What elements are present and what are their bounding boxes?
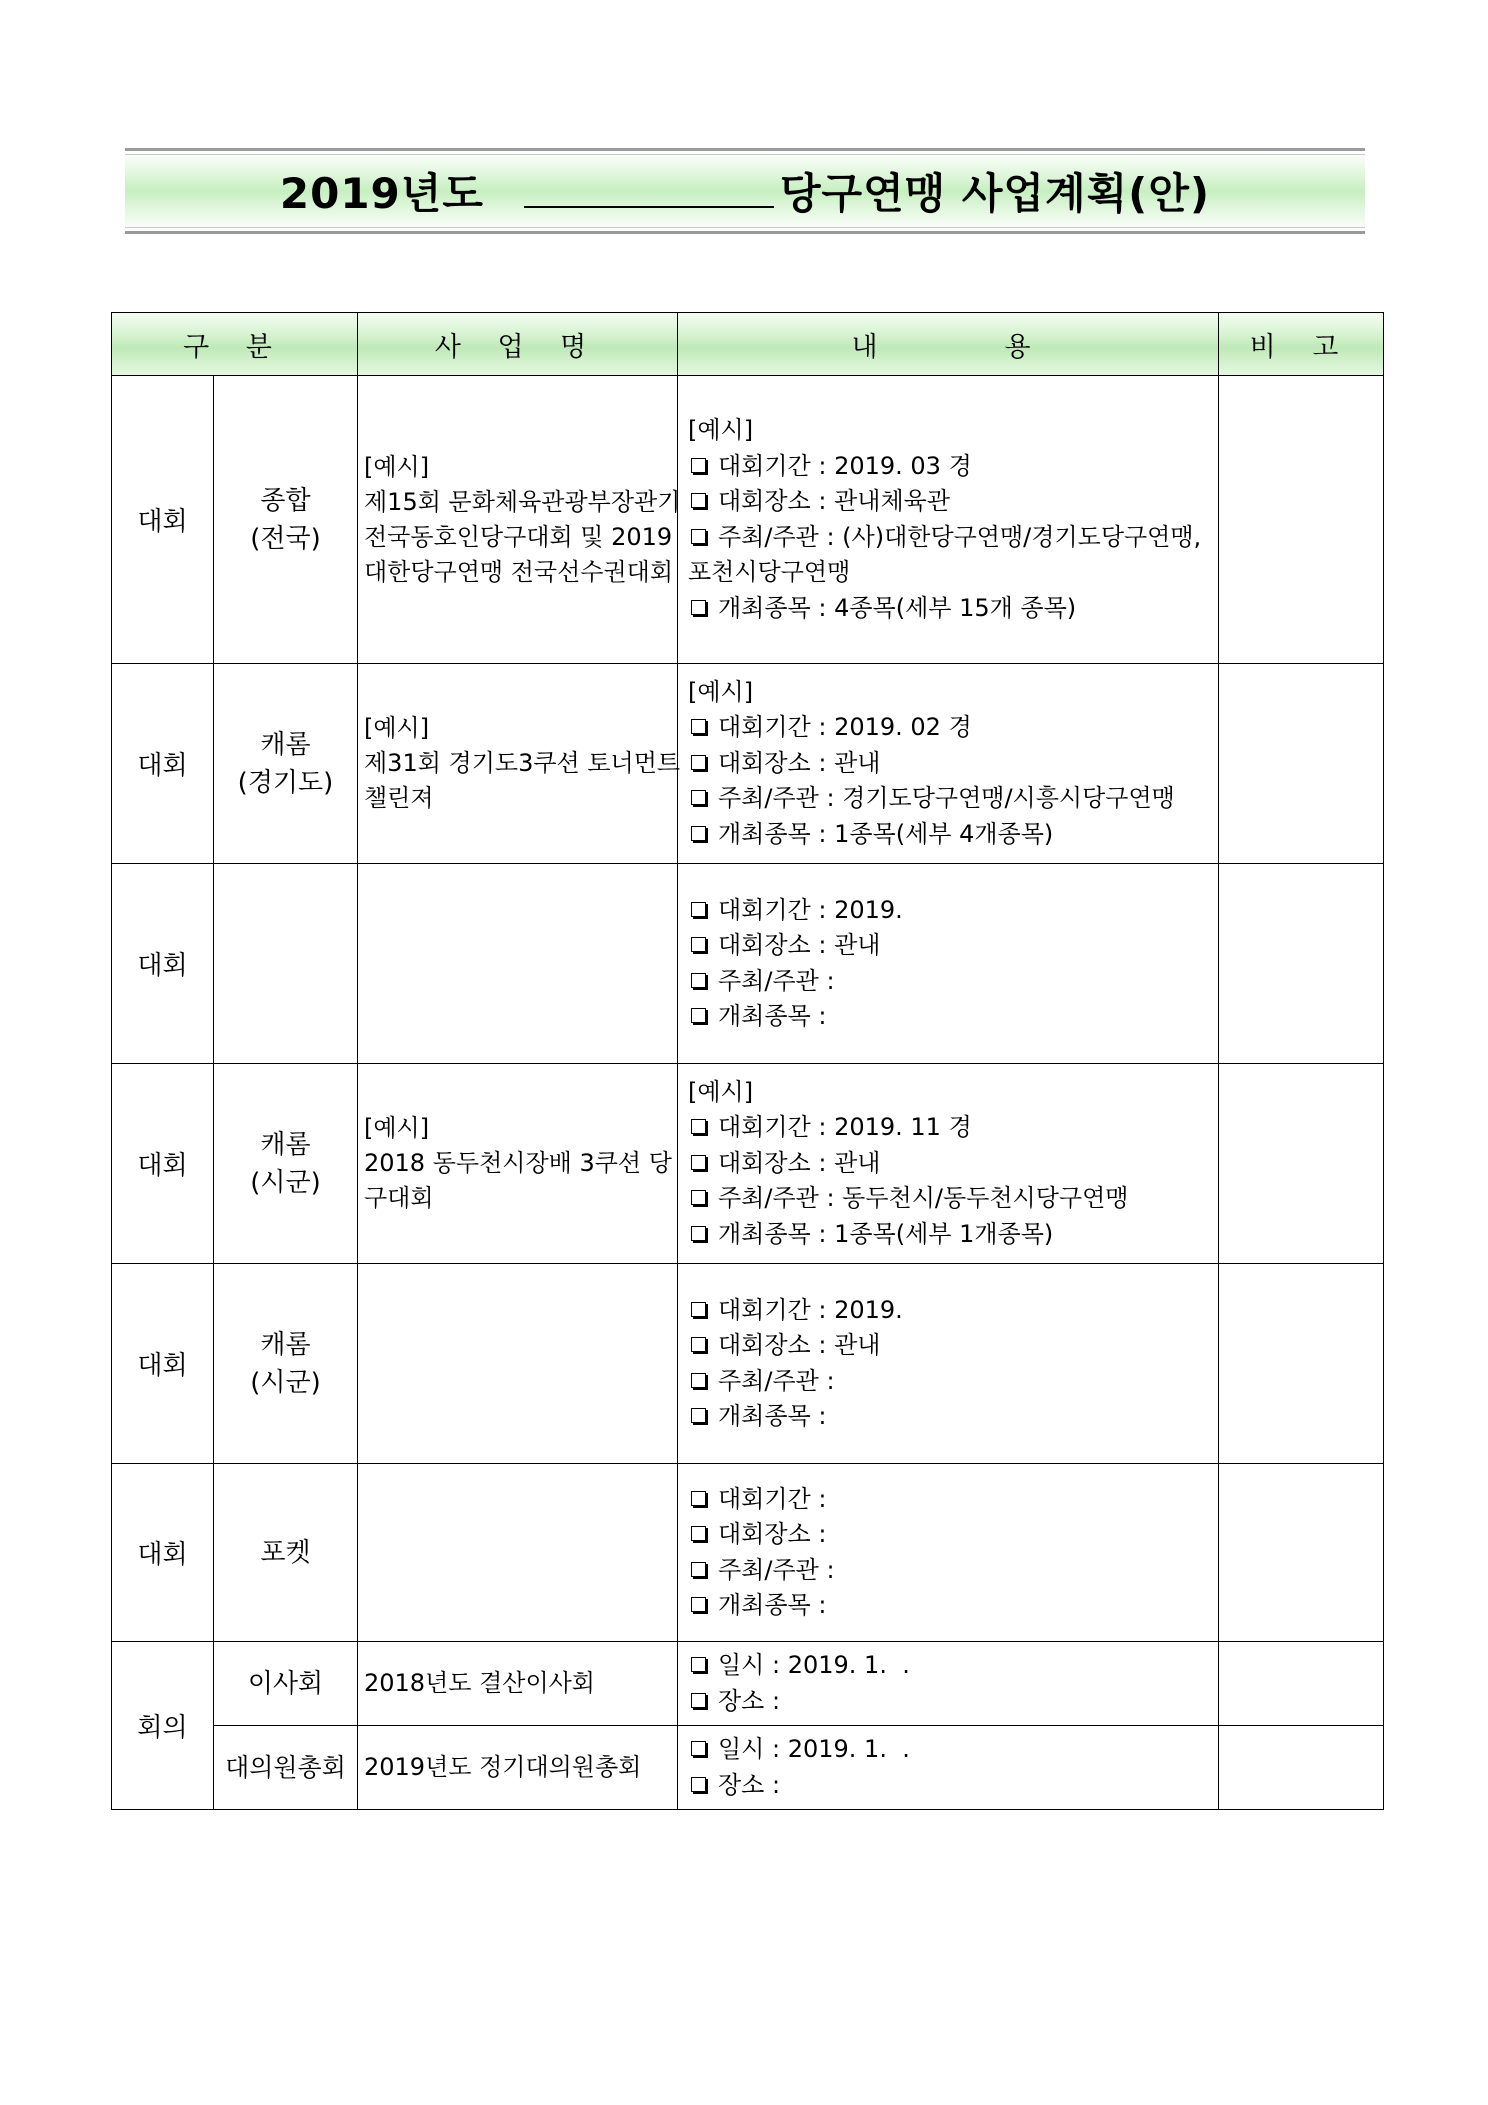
checkbox-icon [691, 973, 706, 988]
checkbox-icon [691, 1008, 706, 1023]
row-content: 일시 : 2019. 1. . 장소 : [678, 1642, 1219, 1726]
checkbox-icon [691, 1741, 706, 1756]
row-category: 대회 [112, 1464, 214, 1642]
row-business-name: [예시] 제15회 문화체육관광부장관기 전국동호인당구대회 및 2019 대한당구연맹 전국선수권대회 [358, 376, 678, 664]
checkbox-icon [691, 1491, 706, 1506]
row-note [1219, 1064, 1384, 1264]
table-row [112, 1264, 1384, 1464]
row-business-name [358, 864, 678, 1064]
header-category: 구 분 [112, 313, 358, 376]
row-note [1219, 1264, 1384, 1464]
row-business-name: 2018년도 결산이사회 [358, 1642, 678, 1726]
row-subcategory: 캐롬 (시군) [214, 1264, 358, 1464]
checkbox-icon [691, 529, 706, 544]
checkbox-icon [691, 1597, 706, 1612]
row-subcategory: 캐롬 (시군) [214, 1064, 358, 1264]
title-blank-line [524, 174, 774, 208]
row-category: 대회 [112, 1264, 214, 1464]
checkbox-icon [691, 1119, 706, 1134]
checkbox-icon [691, 1302, 706, 1317]
row-content: [예시] 대회기간 : 2019. 03 경 대회장소 : 관내체육관 주최/주관 : (사)대한당구연맹/경기도당구연맹, 포천시당구연맹 개최종목 : 4종목(세부 15개 종목) [678, 376, 1219, 664]
checkbox-icon [691, 790, 706, 805]
table-row [112, 376, 1384, 664]
checkbox-icon [691, 493, 706, 508]
row-business-name: [예시] 2018 동두천시장배 3쿠션 당 구대회 [358, 1064, 678, 1264]
document-title [280, 161, 1210, 221]
title-suffix: 당구연맹 사업계획(안) [779, 169, 1211, 218]
row-note [1219, 1464, 1384, 1642]
row-category: 대회 [112, 1064, 214, 1264]
checkbox-icon [691, 1337, 706, 1352]
checkbox-icon [691, 458, 706, 473]
row-note [1219, 664, 1384, 864]
row-subcategory: 대의원총회 [214, 1726, 358, 1810]
row-content: [예시] 대회기간 : 2019. 02 경 대회장소 : 관내 주최/주관 : 경기도당구연맹/시흥시당구연맹 개최종목 : 1종목(세부 4개종목) [678, 664, 1219, 864]
row-subcategory: 캐롬 (경기도) [214, 664, 358, 864]
row-subcategory: 포켓 [214, 1464, 358, 1642]
checkbox-icon [691, 826, 706, 841]
row-content: 대회기간 : 2019. 대회장소 : 관내 주최/주관 : 개최종목 : [678, 1264, 1219, 1464]
row-business-name [358, 1464, 678, 1642]
row-note [1219, 376, 1384, 664]
table-row [112, 664, 1384, 864]
row-content: 대회기간 : 2019. 대회장소 : 관내 주최/주관 : 개최종목 : [678, 864, 1219, 1064]
checkbox-icon [691, 1190, 706, 1205]
header-note: 비 고 [1219, 313, 1384, 376]
row-business-name [358, 1264, 678, 1464]
table-row [112, 1726, 1384, 1810]
header-business-name: 사 업 명 [358, 313, 678, 376]
table-row [112, 1464, 1384, 1642]
row-subcategory: 이사회 [214, 1642, 358, 1726]
business-plan-table [111, 312, 1384, 1810]
row-category: 대회 [112, 864, 214, 1064]
row-category: 대회 [112, 664, 214, 864]
table-row [112, 1642, 1384, 1726]
checkbox-icon [691, 1373, 706, 1388]
checkbox-icon [691, 1526, 706, 1541]
table-row [112, 864, 1384, 1064]
checkbox-icon [691, 1155, 706, 1170]
checkbox-icon [691, 755, 706, 770]
row-business-name: 2019년도 정기대의원총회 [358, 1726, 678, 1810]
row-content: 대회기간 : 대회장소 : 주최/주관 : 개최종목 : [678, 1464, 1219, 1642]
row-note [1219, 1726, 1384, 1810]
checkbox-icon [691, 902, 706, 917]
checkbox-icon [691, 1226, 706, 1241]
document-title-banner [125, 148, 1365, 234]
table-header-row [112, 313, 1384, 376]
row-content: [예시] 대회기간 : 2019. 11 경 대회장소 : 관내 주최/주관 : 동두천시/동두천시당구연맹 개최종목 : 1종목(세부 1개종목) [678, 1064, 1219, 1264]
title-prefix: 2019년도 [279, 169, 484, 218]
checkbox-icon [691, 719, 706, 734]
row-note [1219, 1642, 1384, 1726]
row-category: 대회 [112, 376, 214, 664]
checkbox-icon [691, 600, 706, 615]
checkbox-icon [691, 1408, 706, 1423]
checkbox-icon [691, 1693, 706, 1708]
checkbox-icon [691, 937, 706, 952]
row-subcategory [214, 864, 358, 1064]
table-row [112, 1064, 1384, 1264]
row-note [1219, 864, 1384, 1064]
checkbox-icon [691, 1777, 706, 1792]
header-content: 내 용 [678, 313, 1219, 376]
row-content: 일시 : 2019. 1. . 장소 : [678, 1726, 1219, 1810]
checkbox-icon [691, 1657, 706, 1672]
row-category: 회의 [112, 1642, 214, 1810]
row-business-name: [예시] 제31회 경기도3쿠션 토너먼트 챌린져 [358, 664, 678, 864]
row-subcategory: 종합 (전국) [214, 376, 358, 664]
checkbox-icon [691, 1562, 706, 1577]
